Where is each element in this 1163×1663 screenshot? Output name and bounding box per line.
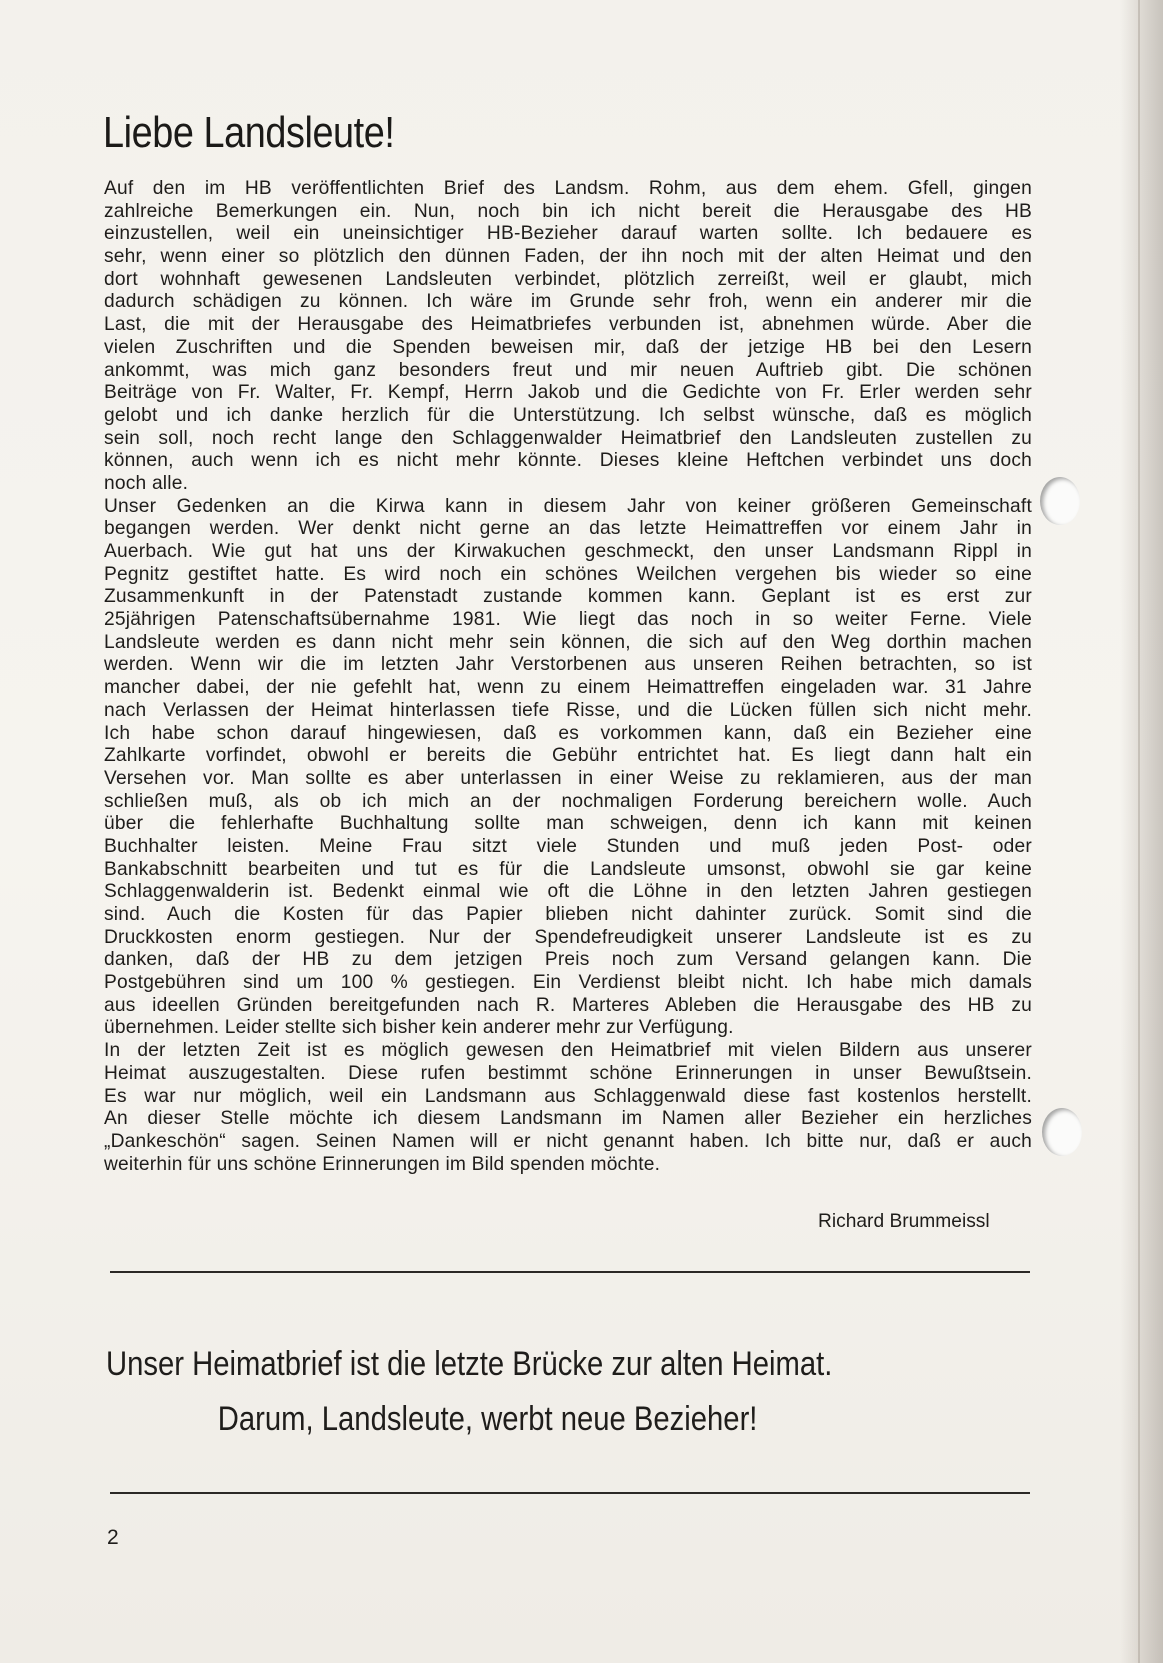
letter-line: Zusammenkunft in der Patenstadt zustande kommen kann. Geplant ist es erst zur xyxy=(104,586,1032,608)
letter-line: werden. Wenn wir die im letzten Jahr Verstorbenen aus unseren Reihen betrachten, so ist xyxy=(104,654,1032,676)
letter-line: zahlreiche Bemerkungen ein. Nun, noch bin ich nicht bereit die Herausgabe des HB xyxy=(104,200,1032,222)
letter-line: übernehmen. Leider stellte sich bisher kein anderer mehr zur Verfügung. xyxy=(104,1017,734,1039)
letter-line: 25jährigen Patenschaftsübernahme 1981. Wie liegt das noch in so weiter Ferne. Viele xyxy=(104,609,1032,631)
divider-top xyxy=(110,1271,1030,1273)
letter-line: gelobt und ich danke herzlich für die Unterstützung. Ich selbst wünsche, daß es möglich xyxy=(104,404,1032,426)
letter-line: Ich habe schon darauf hingewiesen, daß es vorkommen kann, daß ein Bezieher eine xyxy=(104,722,1032,744)
divider-bottom xyxy=(110,1492,1030,1494)
letter-line: Schlaggenwalderin ist. Bedenkt einmal wie oft die Löhne in den letzten Jahren gestiegen xyxy=(104,881,1032,903)
letter-line: Versehen vor. Man sollte es aber unterlassen in einer Weise zu reklamieren, aus der man xyxy=(104,767,1032,789)
letter-line: Bankabschnitt bearbeiten und tut es für die Landsleute umsonst, obwohl sie gar keine xyxy=(104,858,1032,880)
letter-line: Last, die mit der Herausgabe des Heimatbriefes verbunden ist, abnehmen würde. Aber die xyxy=(104,314,1032,336)
letter-body xyxy=(104,178,1032,1176)
letter-line: danken, daß der HB zu dem jetzigen Preis noch zum Versand gelangen kann. Die xyxy=(104,949,1032,971)
punch-hole xyxy=(1042,1108,1082,1156)
letter-line: können, auch wenn ich es nicht mehr könnte. Dieses kleine Heftchen verbindet uns doch xyxy=(104,450,1032,472)
letter-line: Auerbach. Wie gut hat uns der Kirwakuchen geschmeckt, den unser Landsmann Rippl in xyxy=(104,541,1032,562)
letter-line: sind. Auch die Kosten für das Papier blieben nicht dahinter zurück. Somit sind die xyxy=(104,904,1032,925)
letter-line: In der letzten Zeit ist es möglich gewesen den Heimatbrief mit vielen Bildern aus unserer xyxy=(104,1040,1032,1062)
letter-line: An dieser Stelle möchte ich diesem Landsmann im Namen aller Bezieher ein herzliches xyxy=(104,1108,1032,1130)
letter-line: Heimat auszugestalten. Diese rufen bestimmt schöne Erinnerungen in unser Bewußtsein. xyxy=(104,1062,1032,1084)
letter-line: Postgebühren sind um 100 % gestiegen. Ein Verdienst bleibt nicht. Ich habe mich damals xyxy=(104,972,1032,994)
appeal-line-2: Darum, Landsleute, werbt neue Bezieher! xyxy=(217,1400,758,1438)
letter-line: mancher dabei, der nie gefehlt hat, wenn zu einem Heimattreffen eingeladen war. 31 Jahre xyxy=(104,677,1032,699)
letter-line: aus ideellen Gründen bereitgefunden nach R. Marteres Ableben die Herausgabe des HB zu xyxy=(104,994,1032,1016)
letter-line: Landsleute werden es dann nicht mehr sein können, die sich auf den Weg dorthin machen xyxy=(104,631,1032,653)
letter-line: begangen werden. Wer denkt nicht gerne an das letzte Heimattreffen vor einem Jahr in xyxy=(104,518,1032,540)
letter-line: Buchhalter leisten. Meine Frau sitzt viele Stunden und muß jeden Post- oder xyxy=(104,835,1032,857)
letter-title: Liebe Landsleute! xyxy=(103,108,395,157)
letter-line: Zahlkarte vorfindet, obwohl er bereits die Gebühr entrichtet hat. Es liegt dann halt ein xyxy=(104,745,1032,767)
letter-line: Auf den im HB veröffentlichten Brief des Landsm. Rohm, aus dem ehem. Gfell, gingen xyxy=(104,178,1032,199)
letter-line: über die fehlerhafte Buchhaltung sollte man schweigen, denn ich kann mit keinen xyxy=(104,813,1032,835)
letter-line: dadurch schädigen zu können. Ich wäre im Grunde sehr froh, wenn ein anderer mir die xyxy=(104,291,1032,313)
letter-line: schließen muß, als ob ich mich an der nochmaligen Forderung bereichern wolle. Auch xyxy=(104,790,1032,812)
page-number: 2 xyxy=(107,1526,119,1549)
letter-line: Unser Gedenken an die Kirwa kann in diesem Jahr von keiner größeren Gemeinschaft xyxy=(104,495,1032,517)
letter-line: noch alle. xyxy=(104,472,189,494)
letter-line: „Dankeschön“ sagen. Seinen Namen will er nicht genannt haben. Ich bitte nur, daß er auch xyxy=(104,1130,1032,1152)
letter-line: Beiträge von Fr. Walter, Fr. Kempf, Herrn Jakob und die Gedichte von Fr. Erler werden sehr xyxy=(104,382,1032,404)
appeal-line-1: Unser Heimatbrief ist die letzte Brücke zur alten Heimat. xyxy=(106,1345,833,1383)
letter-line: einzustellen, weil ein uneinsichtiger HB-Bezieher darauf warten sollte. Ich bedauere es xyxy=(104,223,1032,245)
letter-line: vielen Zuschriften und die Spenden beweisen mir, daß der jetzige HB bei den Lesern xyxy=(104,336,1032,358)
letter-line: sehr, wenn einer so plötzlich den dünnen Faden, der ihn noch mit der alten Heimat und den xyxy=(104,246,1032,268)
letter-line: dort wohnhaft gewesenen Landsleuten verbindet, plötzlich zerreißt, weil er glaubt, mich xyxy=(104,268,1032,290)
letter-line: Pegnitz gestiftet hatte. Es wird noch ein schönes Weilchen vergehen bis wieder so eine xyxy=(104,563,1032,585)
letter-line: Druckkosten enorm gestiegen. Nur der Spendefreudigkeit unserer Landsleute ist es zu xyxy=(104,926,1032,948)
punch-hole xyxy=(1040,477,1080,525)
letter-line: nach Verlassen der Heimat hinterlassen tiefe Risse, und die Lücken füllen sich nicht mehr. xyxy=(104,699,1032,721)
letter-line: Es war nur möglich, weil ein Landsmann aus Schlaggenwald diese fast kostenlos herstellt. xyxy=(104,1085,1032,1107)
appeal-box xyxy=(106,1337,914,1447)
page-crease xyxy=(1138,0,1140,1663)
letter-line: weiterhin für uns schöne Erinnerungen im Bild spenden möchte. xyxy=(104,1153,661,1175)
letter-line: ankommt, was mich ganz besonders freut und mir neuen Auftrieb gibt. Die schönen xyxy=(104,359,1032,381)
letter-line: sein soll, noch recht lange den Schlaggenwalder Heimatbrief den Landsleuten zustellen zu xyxy=(104,427,1032,449)
signature: Richard Brummeissl xyxy=(818,1211,990,1232)
